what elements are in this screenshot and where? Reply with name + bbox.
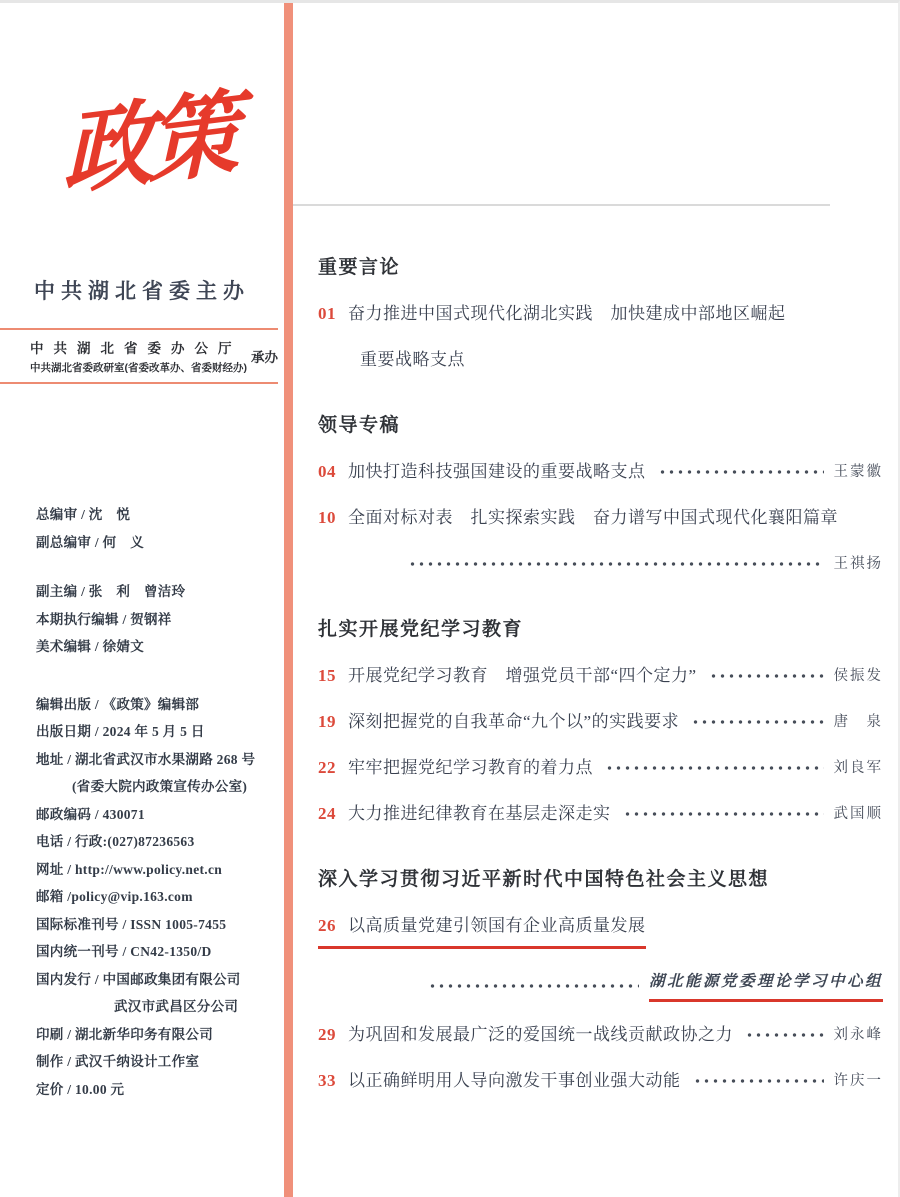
dot-leader	[428, 982, 639, 990]
toc-item	[318, 459, 883, 485]
toc-item-title: 以高质量党建引领国有企业高质量发展	[348, 916, 646, 935]
toc-item	[318, 663, 883, 689]
toc-item-number: 01	[318, 304, 336, 323]
dot-leader	[709, 672, 824, 680]
toc-section-heading: 重要言论	[318, 257, 401, 278]
toc-item	[318, 755, 883, 781]
dot-leader	[623, 810, 824, 818]
toc-item-author: 王蒙徽	[833, 464, 883, 480]
publication-info-line: 编辑出版 / 《政策》编辑部	[36, 696, 200, 712]
undertaker-line-1: 中共湖北省委办公厅	[30, 341, 242, 356]
toc-item-number: 10	[318, 508, 336, 527]
publication-info-line: 印刷 / 湖北新华印务有限公司	[36, 1026, 214, 1042]
toc-item-author: 刘良军	[833, 760, 883, 776]
publication-info-line: 国际标准刊号 / ISSN 1005-7455	[36, 916, 227, 932]
toc-item	[318, 301, 883, 327]
toc-item-title-continuation	[318, 347, 883, 373]
toc-item	[318, 1022, 883, 1048]
toc-item-number: 22	[318, 758, 336, 777]
undertaker-lines	[30, 337, 249, 375]
toc-item-title-line2: 重要战略支点	[360, 350, 465, 369]
toc-item-title: 全面对标对表 扎实探索实践 奋力谱写中国式现代化襄阳篇章	[348, 508, 838, 527]
dot-leader	[605, 764, 824, 772]
toc-item-number: 15	[318, 666, 336, 685]
toc-item-author: 武国顺	[833, 806, 883, 822]
toc-item-author: 刘永峰	[833, 1027, 883, 1043]
toc-item	[318, 1068, 883, 1094]
toc-item-title: 开展党纪学习教育 增强党员干部“四个定力”	[348, 666, 697, 685]
toc-item-title: 为巩固和发展最广泛的爱国统一战线贡献政协之力	[348, 1025, 733, 1044]
undertaker-line-2: 中共湖北省委政研室(省委改革办、省委财经办)	[30, 362, 247, 374]
publication-info-line: 电话 / 行政:(027)87236563	[36, 834, 195, 849]
publication-info-line: 副总编审 / 何 义	[36, 534, 145, 550]
toc-item	[318, 505, 883, 531]
toc-item-number: 29	[318, 1025, 336, 1044]
toc-item-author: 侯振发	[833, 668, 883, 684]
toc-item	[318, 801, 883, 827]
toc-section-heading: 领导专稿	[318, 415, 401, 436]
dot-leader	[693, 1077, 824, 1085]
toc-item-author: 许庆一	[833, 1073, 883, 1089]
toc-item-title: 牢牢把握党纪学习教育的着力点	[348, 758, 593, 777]
publication-info-group	[36, 501, 282, 556]
publication-info-line: 武汉市武昌区分公司	[114, 999, 239, 1014]
toc-item-author-line	[318, 969, 883, 1002]
table-of-contents	[318, 3, 883, 1094]
publication-info-line: 邮箱 /policy@vip.163.com	[36, 889, 193, 904]
publication-info-line: (省委大院内政策宣传办公室)	[72, 779, 248, 794]
toc-item-author: 王祺扬	[833, 556, 883, 572]
vertical-divider	[284, 3, 293, 1197]
toc-item-author-line	[318, 551, 883, 577]
toc-item-title: 以正确鲜明用人导向激发干事创业强大动能	[348, 1071, 681, 1090]
organizer-line: 中共湖北省委主办	[34, 279, 250, 303]
toc-item-highlight-underline	[318, 913, 646, 949]
toc-item	[318, 913, 883, 949]
publication-info-line: 地址 / 湖北省武汉市水果湖路 268 号	[36, 751, 256, 767]
toc-item-title: 深刻把握党的自我革命“九个以”的实践要求	[348, 712, 680, 731]
toc-item-number: 24	[318, 804, 336, 823]
dot-leader	[408, 560, 824, 568]
publication-info-line: 网址 / http://www.policy.net.cn	[36, 861, 223, 877]
undertaker-block	[0, 328, 278, 384]
publication-info-line: 邮政编码 / 430071	[36, 806, 145, 822]
masthead-column	[0, 3, 284, 1197]
dot-leader	[658, 468, 824, 476]
publication-info-line: 定价 / 10.00 元	[36, 1081, 125, 1097]
toc-item	[318, 709, 883, 735]
publication-info-line: 总编审 / 沈 悦	[36, 507, 131, 522]
toc-item-number: 26	[318, 916, 336, 935]
publication-info-line: 副主编 / 张 利 曾洁玲	[36, 584, 186, 599]
dot-leader	[691, 718, 823, 726]
toc-item-number: 19	[318, 712, 336, 731]
toc-item-author: 唐 泉	[833, 714, 883, 730]
toc-section-heading: 扎实开展党纪学习教育	[318, 619, 524, 640]
publication-info-line: 国内发行 / 中国邮政集团有限公司	[36, 971, 241, 987]
magazine-logo: 政策	[61, 82, 235, 206]
dot-leader	[745, 1031, 824, 1039]
toc-section-heading: 深入学习贯彻习近平新时代中国特色社会主义思想	[318, 869, 770, 890]
toc-item-title: 加快打造科技强国建设的重要战略支点	[348, 462, 646, 481]
publication-info-group	[36, 691, 282, 1104]
toc-item-number: 04	[318, 462, 336, 481]
publication-info-line: 本期执行编辑 / 贺钢祥	[36, 611, 172, 627]
publication-info-line: 美术编辑 / 徐婧文	[36, 639, 145, 654]
publication-info-line: 制作 / 武汉千纳设计工作室	[36, 1054, 200, 1069]
toc-item-title: 奋力推进中国式现代化湖北实践 加快建成中部地区崛起	[348, 304, 786, 323]
publication-info-group	[36, 578, 282, 661]
publication-info-line: 出版日期 / 2024 年 5 月 5 日	[36, 724, 205, 739]
toc-item-title: 大力推进纪律教育在基层走深走实	[348, 804, 611, 823]
toc-item-number: 33	[318, 1071, 336, 1090]
toc-item-author: 湖北能源党委理论学习中心组	[649, 969, 883, 1002]
publication-info-line: 国内统一刊号 / CN42-1350/D	[36, 944, 212, 959]
undertaker-label: 承办	[251, 350, 278, 365]
publication-info-list	[36, 501, 282, 1125]
